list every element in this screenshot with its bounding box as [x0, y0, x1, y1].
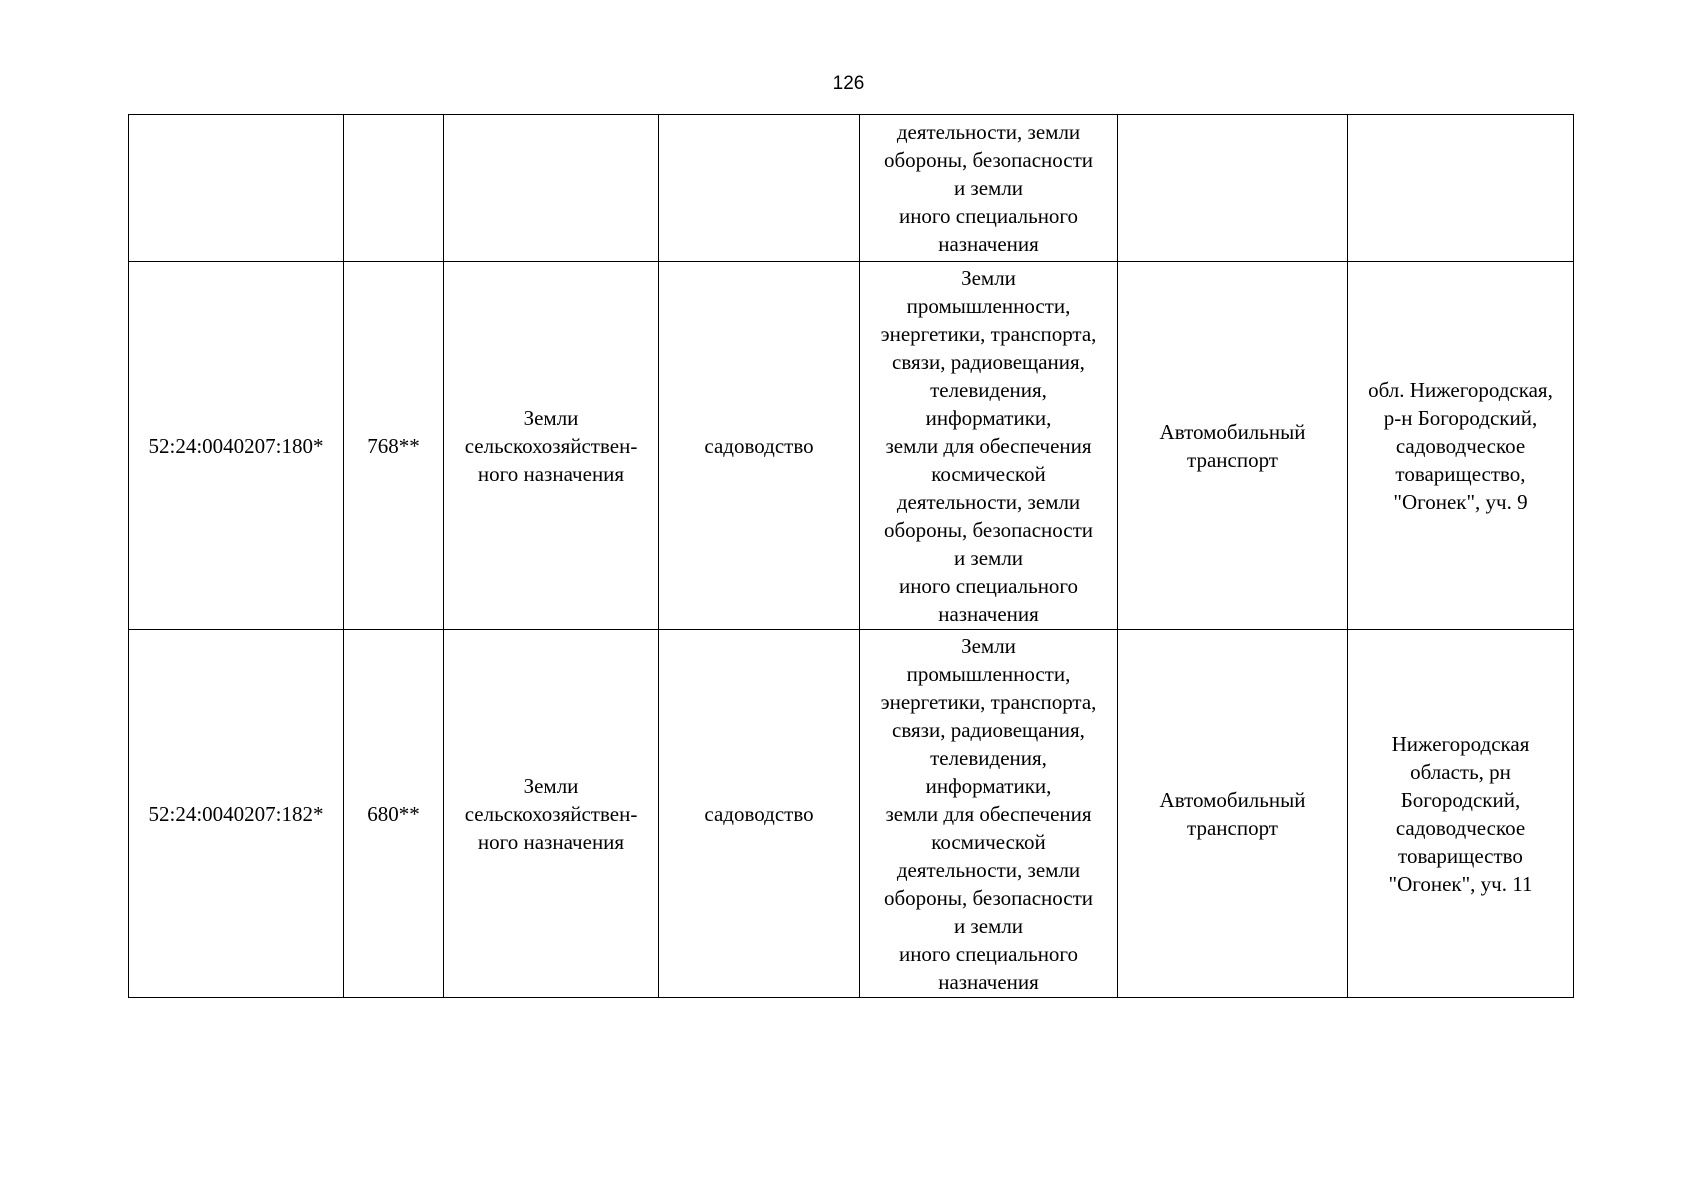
table-row [129, 630, 1574, 998]
area-cell: 680** [344, 630, 444, 998]
address-cell: Нижегородская область, рн Богородский, садоводческое товарищество "Огонек", уч. 11 [1348, 630, 1574, 998]
cadastral-number-cell: 52:24:0040207:182* [129, 630, 344, 998]
zone-category-cell: Земли промышленности, энергетики, транспорта, связи, радиовещания, телевидения, информатики, земли для обеспечения космической деятельности, земли обороны, безопасности и земли иного специального назначения [860, 630, 1118, 998]
zone-category-cell: деятельности, земли обороны, безопасности и земли иного специального назначения [860, 115, 1118, 262]
land-category-cell: Земли сельскохозяйствен- ного назначения [444, 630, 659, 998]
object-type-cell: Автомобильный транспорт [1118, 262, 1348, 630]
page-number: 126 [832, 73, 865, 94]
cadastral-number-cell [129, 115, 344, 262]
land-plots-table [128, 114, 1574, 998]
permitted-use-cell: садоводство [659, 262, 860, 630]
table-row-continuation [129, 115, 1574, 262]
permitted-use-cell [659, 115, 860, 262]
address-cell: обл. Нижегородская, р-н Богородский, садоводческое товарищество, "Огонек", уч. 9 [1348, 262, 1574, 630]
object-type-cell [1118, 115, 1348, 262]
object-type-cell: Автомобильный транспорт [1118, 630, 1348, 998]
address-cell [1348, 115, 1574, 262]
zone-category-cell: Земли промышленности, энергетики, транспорта, связи, радиовещания, телевидения, информатики, земли для обеспечения космической деятельности, земли обороны, безопасности и земли иного специального назначения [860, 262, 1118, 630]
land-category-cell [444, 115, 659, 262]
table-row [129, 262, 1574, 630]
cadastral-number-cell: 52:24:0040207:180* [129, 262, 344, 630]
land-category-cell: Земли сельскохозяйствен- ного назначения [444, 262, 659, 630]
area-cell: 768** [344, 262, 444, 630]
area-cell [344, 115, 444, 262]
permitted-use-cell: садоводство [659, 630, 860, 998]
